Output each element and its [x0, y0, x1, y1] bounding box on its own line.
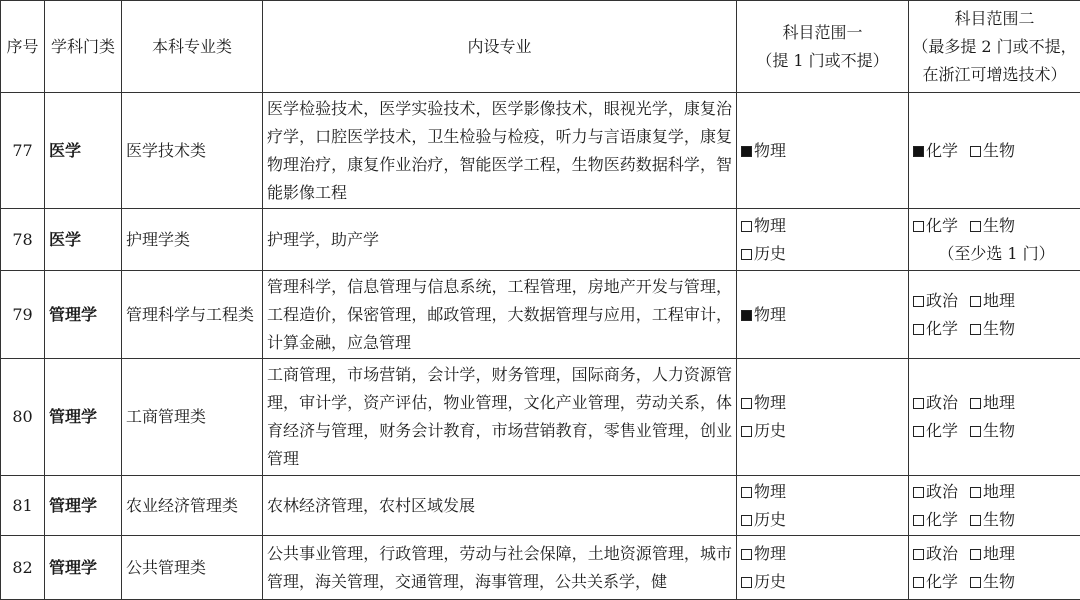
checkbox-icon: [913, 324, 924, 335]
cell-majors: 医学检验技术，医学实验技术，医学影像技术，眼视光学，康复治疗学，口腔医学技术，卫生检验与检疫，听力与言语康复学，康复物理治疗，康复作业治疗，智能医学工程，生物医药数据科学，智能影像工程: [263, 93, 737, 209]
header-range2-line: 在浙江可增选技术）: [909, 61, 1080, 89]
cell-category: 管理学: [45, 536, 122, 600]
table-row: [1, 209, 1080, 271]
checkbox-icon: [970, 577, 981, 588]
cell-class: 护理学类: [122, 209, 263, 271]
range2-option-line: [913, 540, 1080, 568]
cell-range1: [737, 359, 909, 476]
header-no: 序号: [1, 1, 45, 93]
header-range2-line: 科目范围二: [909, 5, 1080, 33]
checkbox-icon: [741, 146, 752, 157]
table-row: [1, 271, 1080, 359]
checkbox-icon: [741, 577, 752, 588]
subject-label: 物理: [754, 141, 786, 160]
checkbox-icon: [970, 487, 981, 498]
range1-option: [741, 540, 908, 568]
cell-range2: [909, 359, 1080, 476]
checkbox-icon: [913, 398, 924, 409]
subject-label: 物理: [754, 216, 786, 235]
checkbox-icon: [913, 487, 924, 498]
checkbox-icon: [741, 515, 752, 526]
cell-range1: [737, 93, 909, 209]
range1-option: [741, 389, 908, 417]
subject-label: 政治: [926, 393, 958, 412]
checkbox-icon: [913, 549, 924, 560]
header-range1-line: 科目范围一: [737, 19, 908, 47]
cell-class: 医学技术类: [122, 93, 263, 209]
table-row: [1, 536, 1080, 600]
subject-label: 化学: [926, 216, 958, 235]
checkbox-icon: [913, 515, 924, 526]
cell-class: 管理科学与工程类: [122, 271, 263, 359]
subject-label: 化学: [926, 319, 958, 338]
range2-option-line: [913, 315, 1080, 343]
cell-range1: [737, 536, 909, 600]
checkbox-icon: [913, 296, 924, 307]
range1-option: [741, 417, 908, 445]
checkbox-icon: [970, 296, 981, 307]
checkbox-icon: [741, 487, 752, 498]
range2-option-line: [913, 478, 1080, 506]
cell-majors: 公共事业管理，行政管理，劳动与社会保障，土地资源管理，城市管理，海关管理，交通管理，海事管理，公共关系学，健: [263, 536, 737, 600]
range1-option: [741, 212, 908, 240]
checkbox-icon: [970, 221, 981, 232]
cell-category: 管理学: [45, 359, 122, 476]
subject-label: 物理: [754, 544, 786, 563]
table-row: [1, 476, 1080, 536]
range2-option-line: [913, 568, 1080, 596]
cell-range2: [909, 536, 1080, 600]
header-category: 学科门类: [45, 1, 122, 93]
range2-note: （至少选 1 门）: [913, 240, 1080, 268]
checkbox-icon: [741, 398, 752, 409]
checkbox-icon: [970, 549, 981, 560]
cell-no: 77: [1, 93, 45, 209]
subject-label: 历史: [754, 421, 786, 440]
subject-label: 地理: [983, 291, 1015, 310]
subject-label: 历史: [754, 244, 786, 263]
range2-option-line: [913, 137, 1080, 165]
table-body: [1, 93, 1080, 600]
cell-no: 81: [1, 476, 45, 536]
range1-option: [741, 137, 908, 165]
subject-label: 历史: [754, 572, 786, 591]
header-range2-line: （最多提 2 门或不提，: [909, 33, 1080, 61]
range1-option: [741, 478, 908, 506]
header-majors: 内设专业: [263, 1, 737, 93]
checkbox-icon: [741, 310, 752, 321]
subject-label: 物理: [754, 482, 786, 501]
subject-label: 生物: [983, 572, 1015, 591]
checkbox-icon: [741, 249, 752, 260]
subject-label: 政治: [926, 544, 958, 563]
subject-label: 生物: [983, 141, 1015, 160]
cell-class: 公共管理类: [122, 536, 263, 600]
subject-label: 地理: [983, 393, 1015, 412]
cell-range2: [909, 476, 1080, 536]
cell-category: 管理学: [45, 476, 122, 536]
cell-range1: [737, 209, 909, 271]
cell-range1: [737, 476, 909, 536]
cell-range2: [909, 93, 1080, 209]
checkbox-icon: [970, 515, 981, 526]
table-row: [1, 359, 1080, 476]
header-row: [1, 1, 1080, 93]
checkbox-icon: [970, 324, 981, 335]
subject-label: 化学: [926, 141, 958, 160]
subject-label: 化学: [926, 421, 958, 440]
cell-category: 医学: [45, 93, 122, 209]
range2-option-line: [913, 287, 1080, 315]
subject-label: 生物: [983, 510, 1015, 529]
cell-class: 农业经济管理类: [122, 476, 263, 536]
subject-label: 地理: [983, 544, 1015, 563]
cell-majors: 护理学，助产学: [263, 209, 737, 271]
subject-label: 化学: [926, 510, 958, 529]
range1-option: [741, 506, 908, 534]
subject-label: 物理: [754, 393, 786, 412]
range2-option-line: [913, 389, 1080, 417]
cell-category: 管理学: [45, 271, 122, 359]
checkbox-icon: [741, 549, 752, 560]
header-range1-line: （提 1 门或不提）: [737, 47, 908, 75]
header-range1: [737, 1, 909, 93]
cell-majors: 农林经济管理，农村区域发展: [263, 476, 737, 536]
cell-majors: 管理科学，信息管理与信息系统，工程管理，房地产开发与管理，工程造价，保密管理，邮政管理，大数据管理与应用，工程审计，计算金融，应急管理: [263, 271, 737, 359]
range1-option: [741, 568, 908, 596]
checkbox-icon: [970, 398, 981, 409]
subject-label: 物理: [754, 305, 786, 324]
range2-option-line: [913, 417, 1080, 445]
range2-option-line: [913, 506, 1080, 534]
cell-range2: [909, 209, 1080, 271]
checkbox-icon: [913, 146, 924, 157]
cell-range2: [909, 271, 1080, 359]
table-row: [1, 93, 1080, 209]
checkbox-icon: [741, 426, 752, 437]
subject-label: 政治: [926, 291, 958, 310]
subject-label: 生物: [983, 216, 1015, 235]
cell-majors: 工商管理，市场营销，会计学，财务管理，国际商务，人力资源管理，审计学，资产评估，物业管理，文化产业管理，劳动关系，体育经济与管理，财务会计教育，市场营销教育，零售业管理，创业管理: [263, 359, 737, 476]
cell-no: 80: [1, 359, 45, 476]
checkbox-icon: [741, 221, 752, 232]
cell-class: 工商管理类: [122, 359, 263, 476]
checkbox-icon: [913, 577, 924, 588]
subject-label: 化学: [926, 572, 958, 591]
subject-label: 政治: [926, 482, 958, 501]
checkbox-icon: [970, 426, 981, 437]
subject-label: 生物: [983, 319, 1015, 338]
header-range2: [909, 1, 1080, 93]
subject-label: 地理: [983, 482, 1015, 501]
checkbox-icon: [913, 426, 924, 437]
cell-range1: [737, 271, 909, 359]
header-class: 本科专业类: [122, 1, 263, 93]
cell-no: 79: [1, 271, 45, 359]
subject-label: 生物: [983, 421, 1015, 440]
cell-no: 78: [1, 209, 45, 271]
cell-category: 医学: [45, 209, 122, 271]
subject-label: 历史: [754, 510, 786, 529]
cell-no: 82: [1, 536, 45, 600]
checkbox-icon: [970, 146, 981, 157]
range1-option: [741, 240, 908, 268]
checkbox-icon: [913, 221, 924, 232]
range1-option: [741, 301, 908, 329]
range2-option-line: [913, 212, 1080, 240]
